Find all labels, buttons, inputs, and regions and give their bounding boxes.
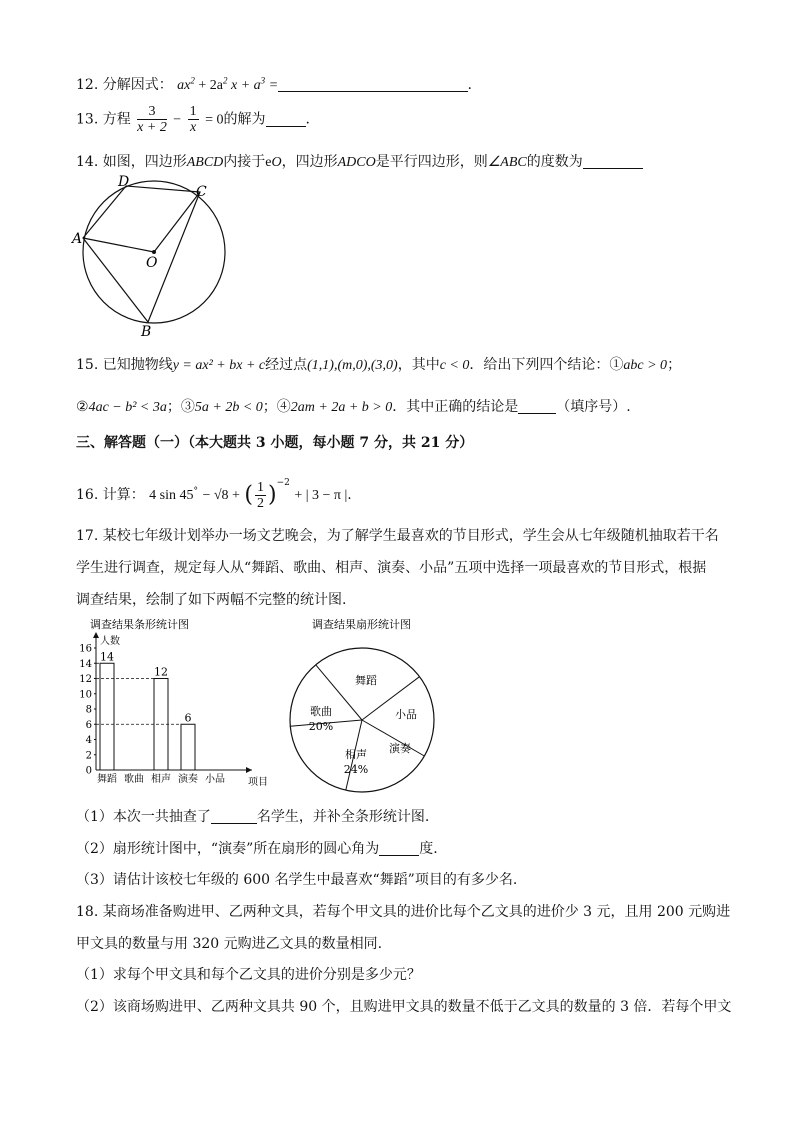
bar <box>100 663 114 770</box>
bar-chart-title: 调查结果条形统计图 <box>90 618 189 631</box>
data-label: 6 <box>184 711 192 725</box>
answer-blank[interactable] <box>583 154 643 169</box>
question-18-sub-1: （1）求每个甲文具和每个乙文具的进价分别是多少元？ <box>76 967 421 983</box>
y-tick-label: 8 <box>85 704 92 716</box>
pie-slice-label: 舞蹈 <box>355 674 377 687</box>
x-tick-label: 舞蹈 <box>97 774 117 785</box>
fraction: $\frac{1}{x}$ <box>189 104 197 135</box>
answer-blank[interactable] <box>211 809 257 824</box>
question-17-line-3: 调查结果，绘制了如下两幅不完整的统计图. <box>76 592 347 608</box>
label-b: B <box>141 324 152 340</box>
segment-ao <box>83 238 154 252</box>
answer-blank[interactable] <box>266 112 306 127</box>
question-18-line-2: 甲文具的数量与用 320 元购进乙文具的数量相同. <box>76 936 383 952</box>
quadrilateral-abcd <box>83 186 200 322</box>
y-axis-arrow <box>93 632 99 638</box>
section-title: 三、解答题（一）（本大题共 3 小题，每小题 7 分，共 21 分） <box>76 435 474 451</box>
segment-oc <box>154 192 200 252</box>
answer-blank[interactable] <box>278 77 468 92</box>
y-tick-label: 0 <box>85 765 92 777</box>
pie-chart <box>280 612 460 802</box>
question-17-sub-1: （1）本次一共抽查了 名学生，并补全条形统计图. <box>76 809 430 825</box>
circle-figure <box>68 170 238 340</box>
y-tick-label: 16 <box>79 643 92 655</box>
pie-chart-title: 调查结果扇形统计图 <box>312 618 411 631</box>
pie-slice-label: 小品 <box>395 708 417 721</box>
x-tick-label: 演奏 <box>178 774 198 785</box>
question-14: 14. 如图，四边形ABCD内接于eO，四边形ADCO是平行四边形，则∠ABC的度数为 <box>76 151 643 171</box>
label-d: D <box>118 174 130 190</box>
fraction: $\frac{1}{2}$ <box>257 479 264 511</box>
center-point <box>152 250 156 254</box>
bar-chart <box>60 612 270 792</box>
question-13: 13. 方程 $\frac{3}{x + 2}$ − $\frac{1}{x}$ = 0的解为 . <box>76 104 310 135</box>
y-tick-label: 4 <box>85 735 92 746</box>
pie-slice-label: 歌曲 <box>310 705 332 718</box>
fraction: $\frac{3}{x + 2}$ <box>137 104 167 135</box>
question-15-line-2: ②4ac − b² < 3a；③5a + 2b < 0；④2am + 2a + b > 0．其中正确的结论是 （填序号）. <box>76 399 631 415</box>
bar <box>181 724 195 770</box>
label-o: O <box>146 255 158 271</box>
question-17-sub-2: （2）扇形统计图中，“演奏”所在扇形的圆心角为 度. <box>76 841 438 857</box>
answer-blank[interactable] <box>518 399 556 414</box>
y-tick-label: 10 <box>79 689 92 701</box>
pie-slice-percent: 20% <box>308 720 334 733</box>
question-18-sub-2: （2）该商场购进甲、乙两种文具共 90 个，且购进甲文具的数量不低于乙文具的数量的 3 倍．若每个甲文 <box>76 999 732 1015</box>
y-tick-label: 6 <box>85 719 92 731</box>
pie-slice-percent: 24% <box>343 763 369 776</box>
pie-slice-label: 相声 <box>345 748 367 761</box>
answer-blank[interactable] <box>379 841 419 856</box>
question-15-line-1: 15. 已知抛物线y = ax² + bx + c经过点(1,1),(m,0),(3,0)，其中c < 0．给出下列四个结论：①abc > 0； <box>76 357 682 373</box>
y-tick-label: 14 <box>79 658 92 670</box>
data-label: 12 <box>154 665 168 679</box>
question-16: 16. 计算： 4 sin 45° − √8 + ( $\frac{1}{2}$ )$^{-2}$ + | 3 − π |. <box>76 478 352 511</box>
x-axis-arrow <box>246 767 252 773</box>
y-tick-label: 2 <box>85 750 92 762</box>
question-17-line-1: 17. 某校七年级计划举办一场文艺晚会，为了解学生最喜欢的节目形式，学生会从七年级随机抽取若干名 <box>76 528 719 544</box>
label-a: A <box>72 231 83 247</box>
x-tick-label: 小品 <box>205 774 225 785</box>
x-tick-label: 歌曲 <box>124 774 144 785</box>
x-axis-label: 项目 <box>248 777 268 788</box>
x-tick-label: 相声 <box>151 774 171 785</box>
label-c: C <box>196 184 207 200</box>
question-18-line-1: 18. 某商场准备购进甲、乙两种文具，若每个甲文具的进价比每个乙文具的进价少 3 元，且用 200 元购进 <box>76 904 731 920</box>
pie-slice-label: 演奏 <box>389 742 411 755</box>
data-label: 14 <box>100 650 114 664</box>
question-12: 12. 分解因式： $ax^2 + 2a^2$ $x + a^3$ = . <box>76 75 472 93</box>
question-17-sub-3: （3）请估计该校七年级的 600 名学生中最喜欢“舞蹈”项目的有多少名. <box>76 872 518 888</box>
question-17-line-2: 学生进行调查，规定每人从“舞蹈、歌曲、相声、演奏、小品”五项中选择一项最喜欢的节目形式，根据 <box>76 560 707 576</box>
y-tick-label: 12 <box>79 674 92 685</box>
y-axis-label: 人数 <box>100 636 120 647</box>
